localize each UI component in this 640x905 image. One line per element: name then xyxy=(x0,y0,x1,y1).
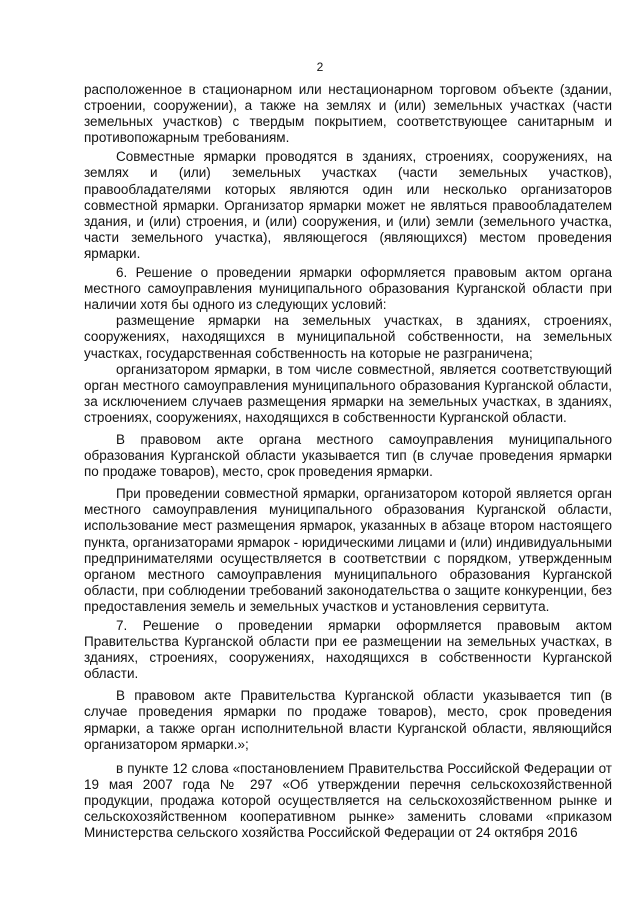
paragraph-regional-act: В правовом акте Правительства Курганской области указывается тип (в случае проведения ярмарки по продаже товаров), место, срок проведения ярмарки, а также орган исполнительной власти Курганской области, являющийся организатором ярмарки.»; xyxy=(84,688,612,752)
paragraph-local-act: В правовом акте органа местного самоуправления муниципального образования Курганской области указывается тип (в случае проведения ярмарки по продаже товаров), место, срок проведения ярмарки. xyxy=(84,431,612,480)
paragraph-joint-fairs: Совместные ярмарки проводятся в зданиях, строениях, сооружениях, на землях и (или) земельных участках (части земельных участков), правообладателями которых являются один или несколько организаторов совместной ярмарки. Организатор ярмарки может не являться правообладателем здания, и (или) строения, и (или) сооружения, и (или) земли (земельного участка, части земельного участка), являющегося (являющихся) местом проведения ярмарки. xyxy=(84,149,612,261)
paragraph-item-12-amendment: в пункте 12 слова «постановлением Правительства Российской Федерации от 19 мая 2007 года № 297 «Об утверждении перечня сельскохозяйственной продукции, продажа которой осуществляется на сельскохозяйственном рынке и сельскохозяйственном кооперативном рынке» заменить словами «приказом Министерства сельского хозяйства Российской Федерации от 24 октября 2016 xyxy=(84,760,612,841)
paragraph-condition-organizer: организатором ярмарки, в том числе совместной, является соответствующий орган местного самоуправления муниципального образования Курганской области, за исключением случаев размещения ярмарки на земельных участках, в зданиях, строениях, сооружениях, находящихся в собственности Курганской области. xyxy=(84,361,612,425)
paragraph-joint-fair-usage: При проведении совместной ярмарки, организатором которой является орган местного самоуправления муниципального образования Курганской области, использование мест размещения ярмарок, указанных в абзаце втором настоящего пункта, организаторами ярмарок - юридическими лицами и (или) индивидуальными предпринимателями осуществляется в соответствии с порядком, утвержденным органом местного самоуправления муниципального образования Курганской области, при соблюдении требований законодательства о защите конкуренции, без предоставления земель и земельных участков и установления сервитута. xyxy=(84,486,612,614)
document-body xyxy=(84,82,612,841)
paragraph-item-6: 6. Решение о проведении ярмарки оформляется правовым актом органа местного самоуправления муниципального образования Курганской области при наличии хотя бы одного из следующих условий: xyxy=(84,265,612,313)
page-number: 2 xyxy=(316,60,324,74)
paragraph-continuation: расположенное в стационарном или нестационарном торговом объекте (здании, строении, сооружении), а также на землях и (или) земельных участках (части земельных участков) с твердым покрытием, соответствующее санитарным и противопожарным требованиям. xyxy=(84,82,612,146)
paragraph-item-7: 7. Решение о проведении ярмарки оформляется правовым актом Правительства Курганской области при ее размещении на земельных участках, в зданиях, строениях, сооружениях, находящихся в собственности Курганской области. xyxy=(84,618,612,682)
paragraph-condition-placement: размещение ярмарки на земельных участках, в зданиях, строениях, сооружениях, находящихся в муниципальной собственности, на земельных участках, государственная собственность на которые не разграничена; xyxy=(84,313,612,361)
